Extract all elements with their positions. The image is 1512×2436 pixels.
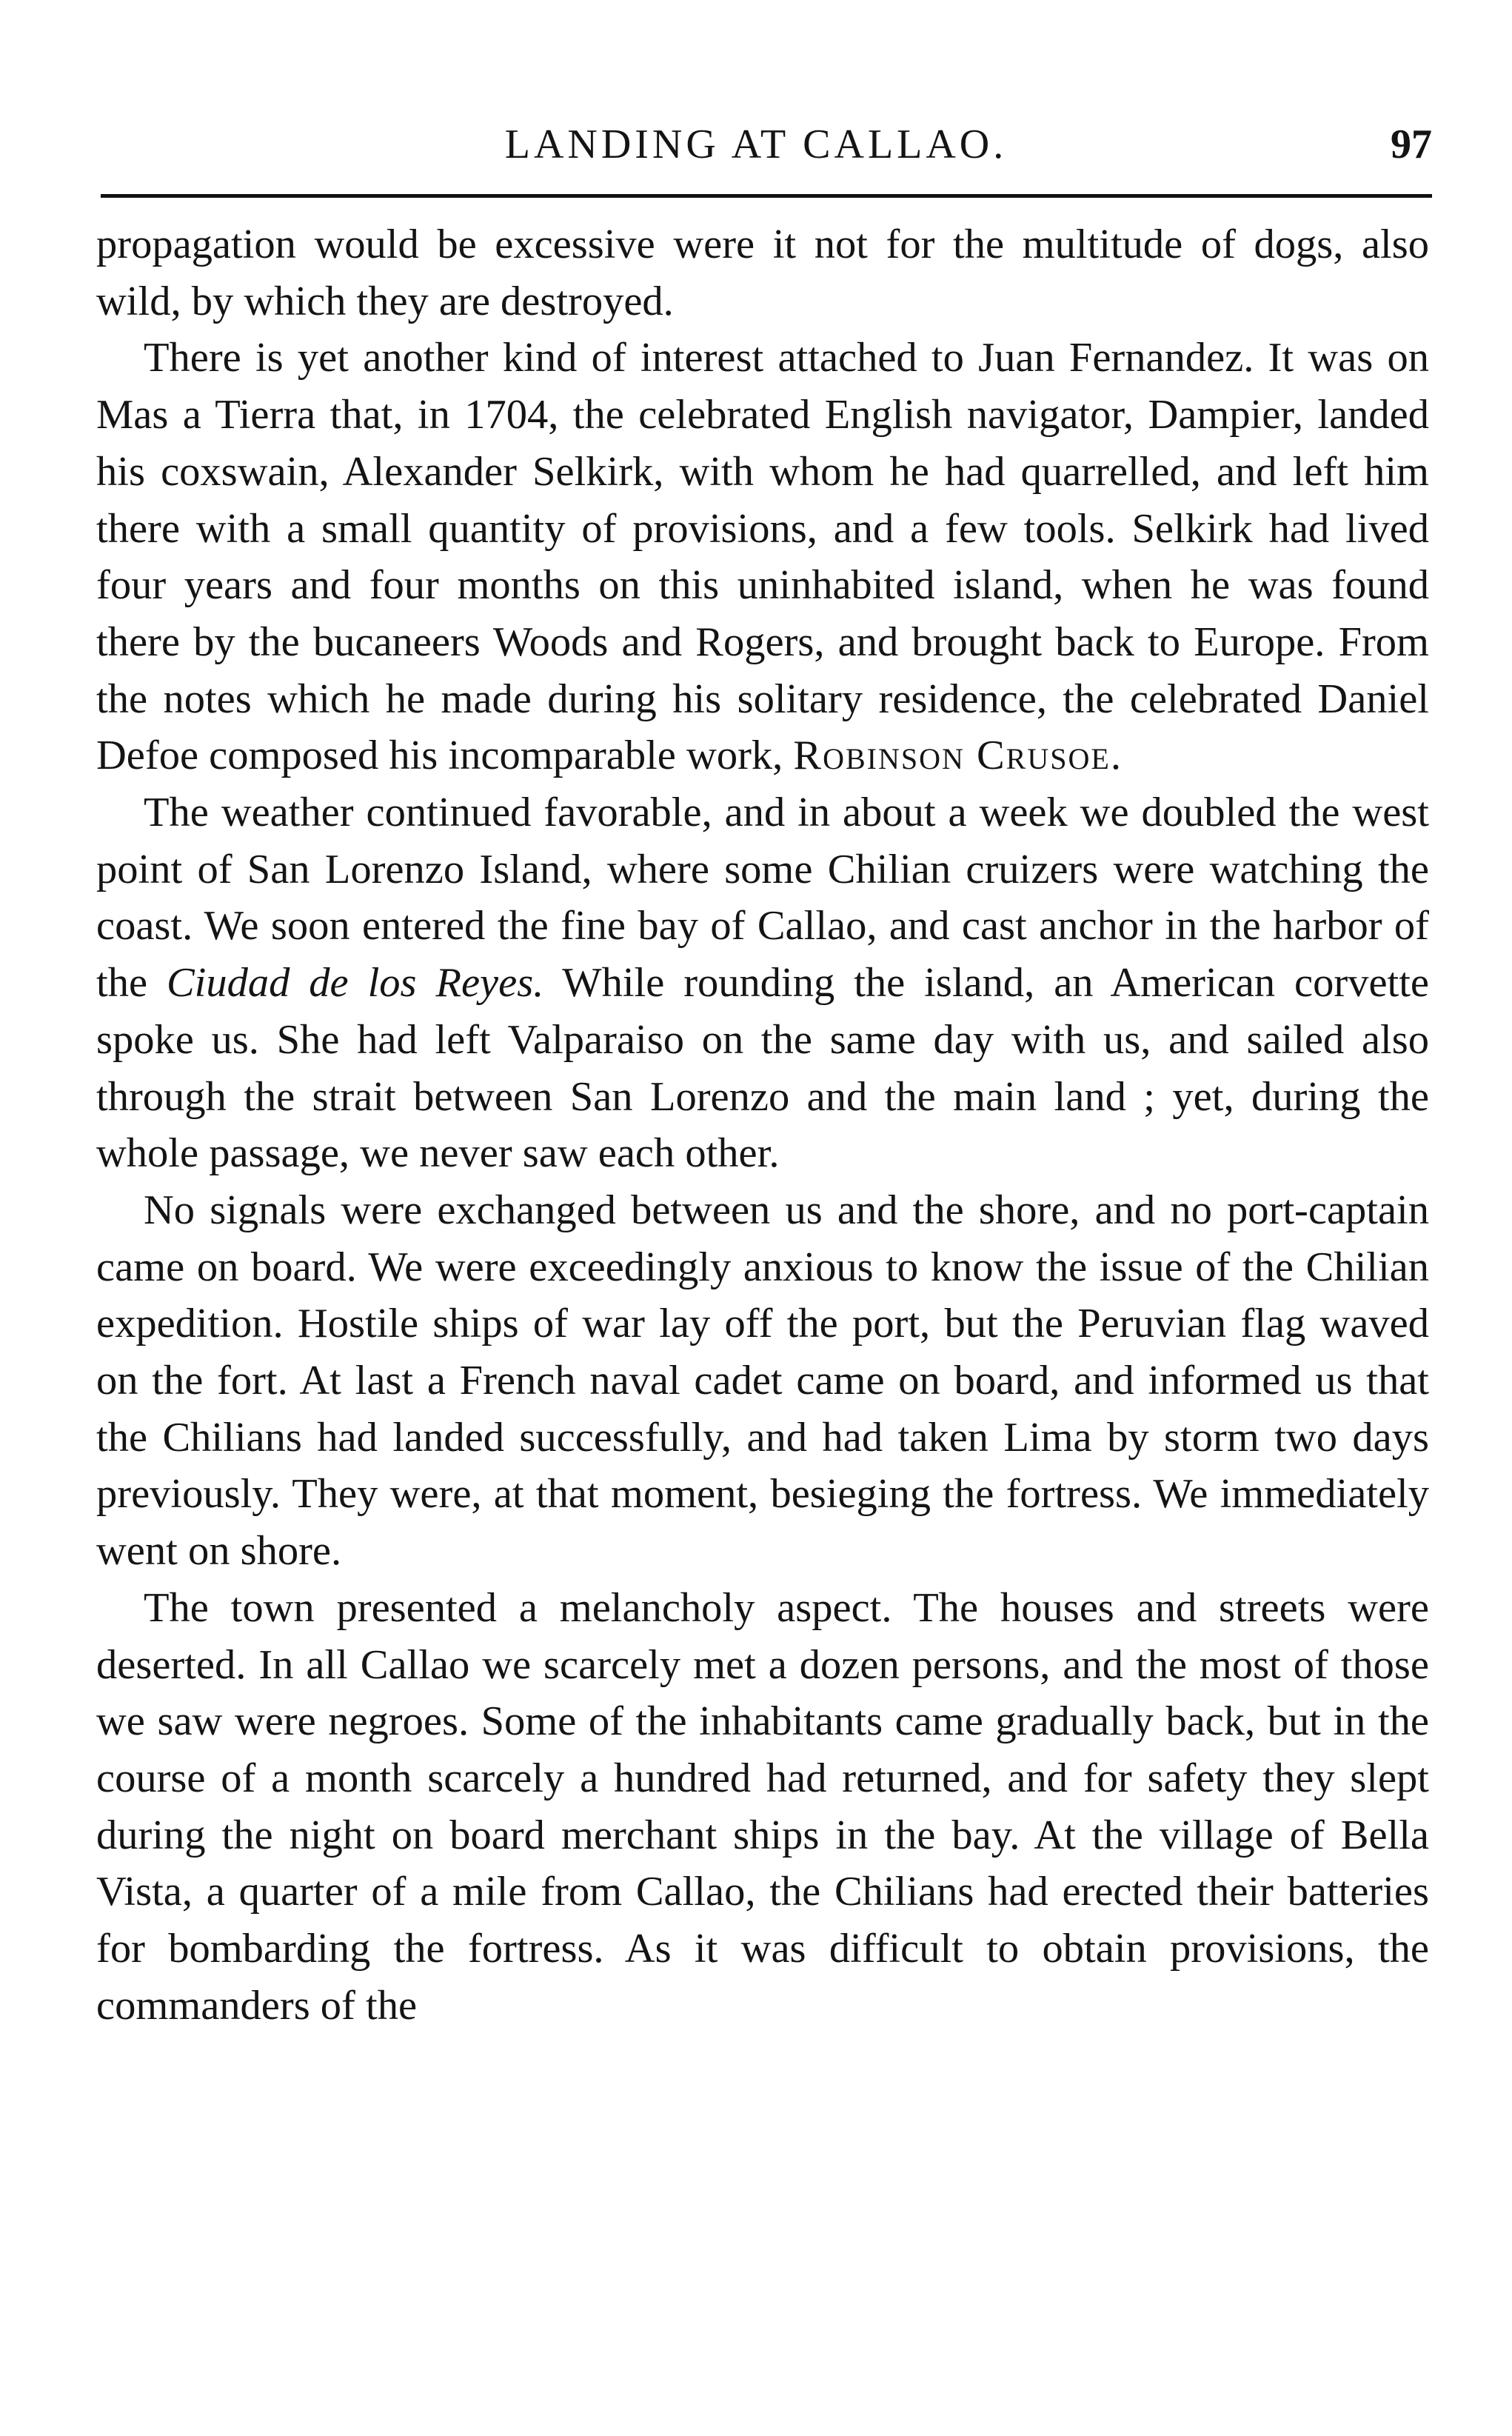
- header-rule: [101, 194, 1432, 198]
- running-title: LANDING AT CALLAO.: [504, 121, 1008, 167]
- paragraph-text: There is yet another kind of interest attached to Juan Fernandez. It was on Mas a Tierra that, in 1704, the celebrated English navigator, Dampier, landed his coxswain, Alexander Selkirk, with whom he had quarrelled, and left him there with a small quantity of provisions, and a few tools. Selkirk had lived four years and four months on this uninhabited island, when he was found there by the bucaneers Woods and Rogers, and brought back to Europe. From the notes which he made during his solitary residence, the celebrated Daniel Defoe composed his incomparable work,: [96, 335, 1429, 779]
- paragraph-town: The town presented a melancholy aspect. The houses and streets were deserted. In all Callao we scarcely met a dozen persons, and the most of those we saw were negroes. Some of the inhabitants came gradually back, but in the course of a month scarcely a hundred had returned, and for safety they slept during the night on board merchant ships in the bay. At the village of Bella Vista, a quarter of a mile from Callao, the Chilians had erected their batteries for bombarding the fortress. As it was difficult to obtain provisions, the commanders of the: [96, 1584, 1429, 2029]
- body-text: [96, 216, 1429, 2035]
- paragraph-continued: propagation would be excessive were it not for the multitude of dogs, also wild, by which they are destroyed.: [96, 221, 1429, 324]
- italic-place-name: Ciudad de los Reyes.: [166, 960, 544, 1007]
- paragraph-text: While rounding the island, an American corvette spoke us. She had left Valparaiso on the same day with us, and sailed also through the strait between San Lorenzo and the main land ; yet, during the whole passage, we never saw each other.: [96, 960, 1429, 1177]
- paragraph-san-lorenzo: [96, 784, 1429, 1182]
- page-number: 97: [1391, 121, 1432, 167]
- paragraph-text: The weather continued favorable, and in about a week we doubled the west point of San Lorenzo Island, where some Chilian cruizers were watching the coast. We soon entered the fine bay of Callao, and cast anchor in the harbor of the: [96, 790, 1429, 1007]
- paragraph-text: .: [1110, 733, 1121, 779]
- running-head: [0, 119, 1512, 170]
- paragraph-selkirk: [96, 330, 1429, 784]
- paragraph-signals: No signals were exchanged between us and the shore, and no port-captain came on board. We were exceedingly anxious to know the issue of the Chilian expedition. Hostile ships of war lay off the port, but the Peruvian flag waved on the fort. At last a French naval cadet came on board, and informed us that the Chilians had landed successfully, and had taken Lima by storm two days previously. They were, at that moment, besieging the fortress. We immediately went on shore.: [96, 1187, 1429, 1575]
- book-title-small-caps: Robinson Crusoe: [793, 733, 1111, 779]
